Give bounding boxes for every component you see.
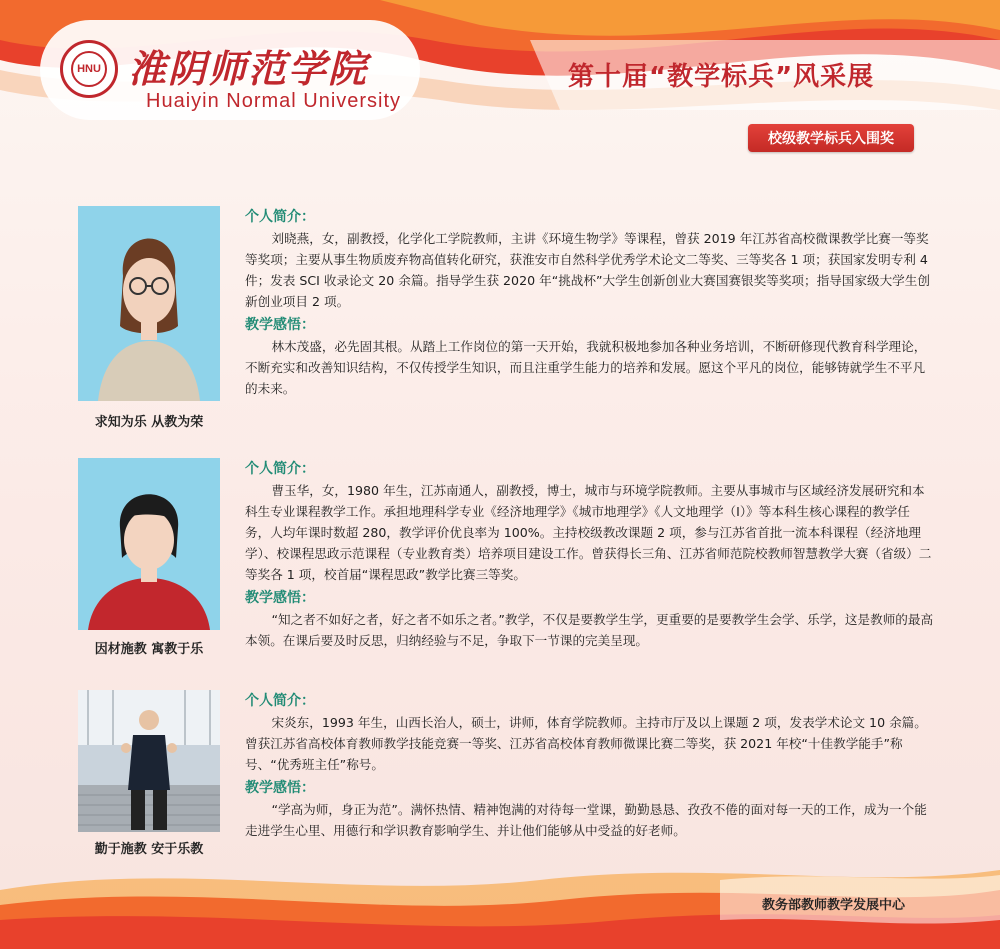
teacher-reflection-1: 林木茂盛，必先固其根。从踏上工作岗位的第一天开始，我就积极地参加各种业务培训，不断研修现代教育科学理论，不断充实和改善知识结构，不仅传授学生知识，而且注重学生能力的培养和发展。愿这个平凡的岗位，能够铸就学生不平凡的未来。 bbox=[245, 339, 927, 396]
logo-text: HNU bbox=[77, 63, 101, 75]
university-name-en: Huaiyin Normal University bbox=[146, 90, 402, 112]
teacher-motto-1: 求知为乐 从教为荣 bbox=[94, 415, 204, 430]
teacher-intro-3: 宋炎东，1993 年生，山西长治人，硕士，讲师，体育学院教师。主持市厅及以上课题 2 项，发表学术论文 10 余篇。曾获江苏省高校体育教师教学技能竞赛一等奖、江苏省高校体育教师微课比赛二等奖，获 2021 年校“十佳教学能手”称号、“优秀班主任”称号。 bbox=[245, 715, 927, 772]
teacher-reflection-2: “知之者不如好之者，好之者不如乐之者。”教学，不仅是要教学生学，更重要的是要教学生会学、乐学，这是教师的最高本领。在课后要及时反思，归纳经验与不足，争取下一节课的完美呈现。 bbox=[245, 612, 934, 648]
teacher-info-2 bbox=[245, 458, 935, 651]
teacher-intro-1: 刘晓燕，女，副教授，化学化工学院教师，主讲《环境生物学》等课程，曾获 2019 年江苏省高校微课教学比赛一等奖等奖项；主要从事生物质废弃物高值转化研究，获淮安市自然科学优秀学术论文二等奖、三等奖各 1 项；获国家发明专利 4 件；发表 SCI 收录论文 20 余篇。指导学生获 2020 年“挑战杯”大学生创新创业大赛国赛银奖等奖项；指导国家级大学生创新创业项目 2 项。 bbox=[245, 231, 930, 309]
page-title: 第十届“教学标兵”风采展 bbox=[568, 62, 875, 92]
teacher-motto-3: 勤于施教 安于乐教 bbox=[94, 842, 204, 857]
university-logo bbox=[60, 40, 118, 98]
reflection-label-2: 教学感悟： bbox=[245, 590, 315, 606]
footer-department: 教务部教师教学发展中心 bbox=[762, 898, 906, 913]
teacher-photo-1 bbox=[78, 206, 220, 401]
intro-label-2: 个人简介： bbox=[245, 461, 315, 477]
teacher-motto-2: 因材施教 寓教于乐 bbox=[94, 642, 204, 657]
teacher-info-1 bbox=[245, 206, 935, 399]
teacher-photo-2 bbox=[78, 458, 220, 630]
reflection-label-3: 教学感悟： bbox=[245, 780, 315, 796]
intro-label-3: 个人简介： bbox=[245, 693, 315, 709]
teacher-info-3 bbox=[245, 690, 935, 841]
logo-emblem bbox=[71, 51, 107, 87]
intro-label-1: 个人简介： bbox=[245, 209, 315, 225]
teacher-reflection-3: “学高为师，身正为范”。满怀热情、精神饱满的对待每一堂课，勤勤恳恳、孜孜不倦的面对每一天的工作，成为一个能走进学生心里、用德行和学识教育影响学生、并让他们能够从中受益的好老师。 bbox=[245, 802, 927, 838]
reflection-label-1: 教学感悟： bbox=[245, 317, 315, 333]
university-name-cn: 淮阴师范学院 bbox=[128, 46, 369, 91]
award-badge: 校级教学标兵入围奖 bbox=[748, 124, 914, 152]
teacher-photo-3 bbox=[78, 690, 220, 832]
teacher-intro-2: 曹玉华，女，1980 年生，江苏南通人，副教授，博士，城市与环境学院教师。主要从事城市与区域经济发展研究和本科生专业课程教学工作。承担地理科学专业《经济地理学》《城市地理学》《人文地理学（I）》等本科生核心课程的教学任务，人均年课时数超 280，教学评价优良率为 100%。主持校级教改课题 2 项，参与江苏省首批一流本科课程（经济地理学）、校课程思政示范课程（专业教育类）培养项目建设工作。曾获得长三角、江苏省师范院校教师智慧教学大赛（省级）二等奖各 1 项，校首届“课程思政”教学比赛三等奖。 bbox=[245, 483, 932, 582]
